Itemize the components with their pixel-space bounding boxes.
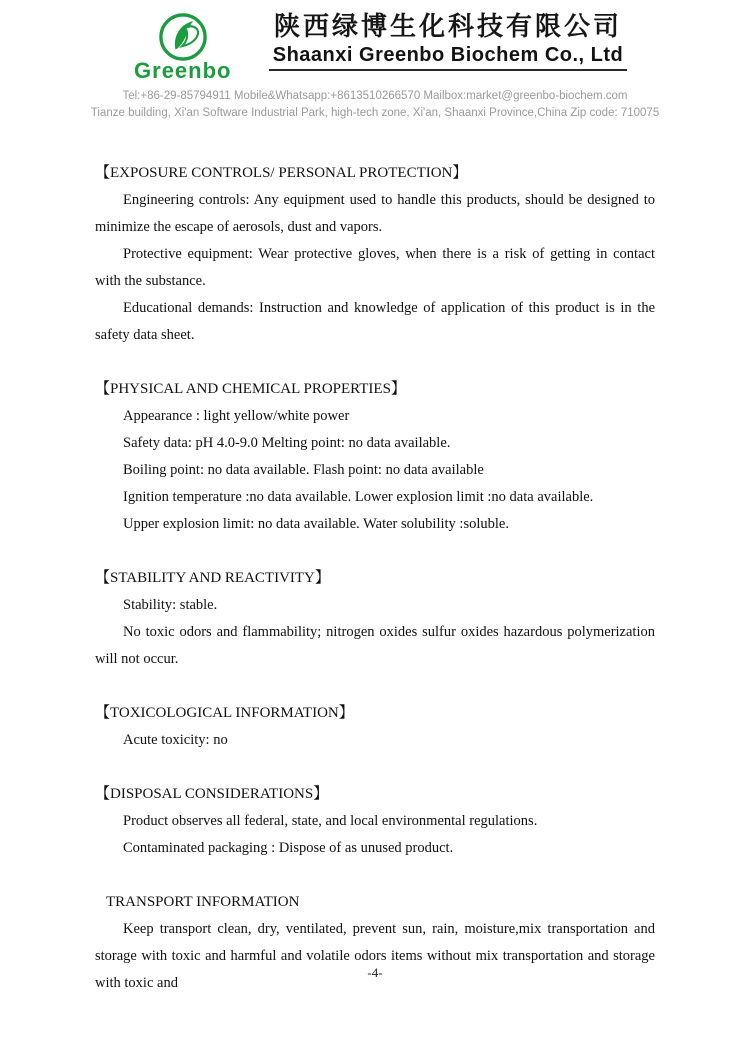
contact-line-2: Tianze building, Xi'an Software Industrial Park, high-tech zone, Xi'an, Shaanxi Province,China Zip code: 710075	[90, 107, 660, 119]
paragraph: Acute toxicity: no	[123, 732, 228, 748]
paragraph: Educational demands: Instruction and knowledge of application of this product is in the safety data sheet.	[95, 300, 655, 343]
paragraph: Ignition temperature :no data available. Lower explosion limit :no data available.	[123, 489, 594, 505]
paragraph: Product observes all federal, state, and local environmental regulations.	[123, 813, 538, 829]
section-title: 【STABILITY AND REACTIVITY】	[95, 570, 330, 586]
paragraph: Protective equipment: Wear protective gloves, when there is a risk of getting in contact with the substance.	[95, 246, 655, 289]
section-title: TRANSPORT INFORMATION	[106, 894, 300, 910]
paragraph: Upper explosion limit: no data available. Water solubility :soluble.	[123, 516, 509, 532]
paragraph: Safety data: pH 4.0-9.0 Melting point: no data available.	[123, 435, 451, 451]
section-exposure-controls	[95, 160, 655, 349]
company-logo	[123, 12, 243, 82]
contact-info	[0, 88, 750, 122]
company-names	[269, 12, 628, 71]
paragraph: Contaminated packaging : Dispose of as unused product.	[123, 840, 454, 856]
paragraph: No toxic odors and flammability; nitrogen oxides sulfur oxides hazardous polymerization will not occur.	[95, 624, 655, 667]
section-toxicological-information	[95, 700, 655, 754]
section-disposal-considerations	[95, 781, 655, 862]
paragraph: Keep transport clean, dry, ventilated, prevent sun, rain, moisture,mix transportation and storage with toxic and harmful and volatile odors items without mix transportation and storage with toxic and	[95, 921, 655, 991]
paragraph: Stability: stable.	[123, 597, 218, 613]
paragraph: Appearance : light yellow/white power	[123, 408, 350, 424]
logo-wordmark: Greenbo	[134, 58, 232, 83]
section-title: 【EXPOSURE CONTROLS/ PERSONAL PROTECTION】	[95, 165, 468, 181]
page-number: -4-	[367, 965, 383, 980]
section-stability-reactivity	[95, 565, 655, 673]
contact-line-1: Tel:+86-29-85794911 Mobile&Whatsapp:+8613510266570 Mailbox:market@greenbo-biochem.com	[122, 90, 628, 102]
company-name-chinese: 陕西绿博生化科技有限公司	[273, 12, 622, 42]
paragraph: Boiling point: no data available. Flash point: no data available	[123, 462, 484, 478]
letterhead	[0, 0, 750, 82]
greenbo-leaf-logo-icon	[158, 12, 208, 62]
section-title: 【PHYSICAL AND CHEMICAL PROPERTIES】	[95, 381, 406, 397]
section-physical-chemical-properties	[95, 376, 655, 538]
section-title: 【DISPOSAL CONSIDERATIONS】	[95, 786, 329, 802]
document-body	[95, 160, 655, 997]
paragraph: Engineering controls: Any equipment used to handle this products, should be designed to minimize the escape of aerosols, dust and vapors.	[95, 192, 655, 235]
section-title: 【TOXICOLOGICAL INFORMATION】	[95, 705, 354, 721]
company-name-english: Shaanxi Greenbo Biochem Co., Ltd	[269, 42, 628, 71]
